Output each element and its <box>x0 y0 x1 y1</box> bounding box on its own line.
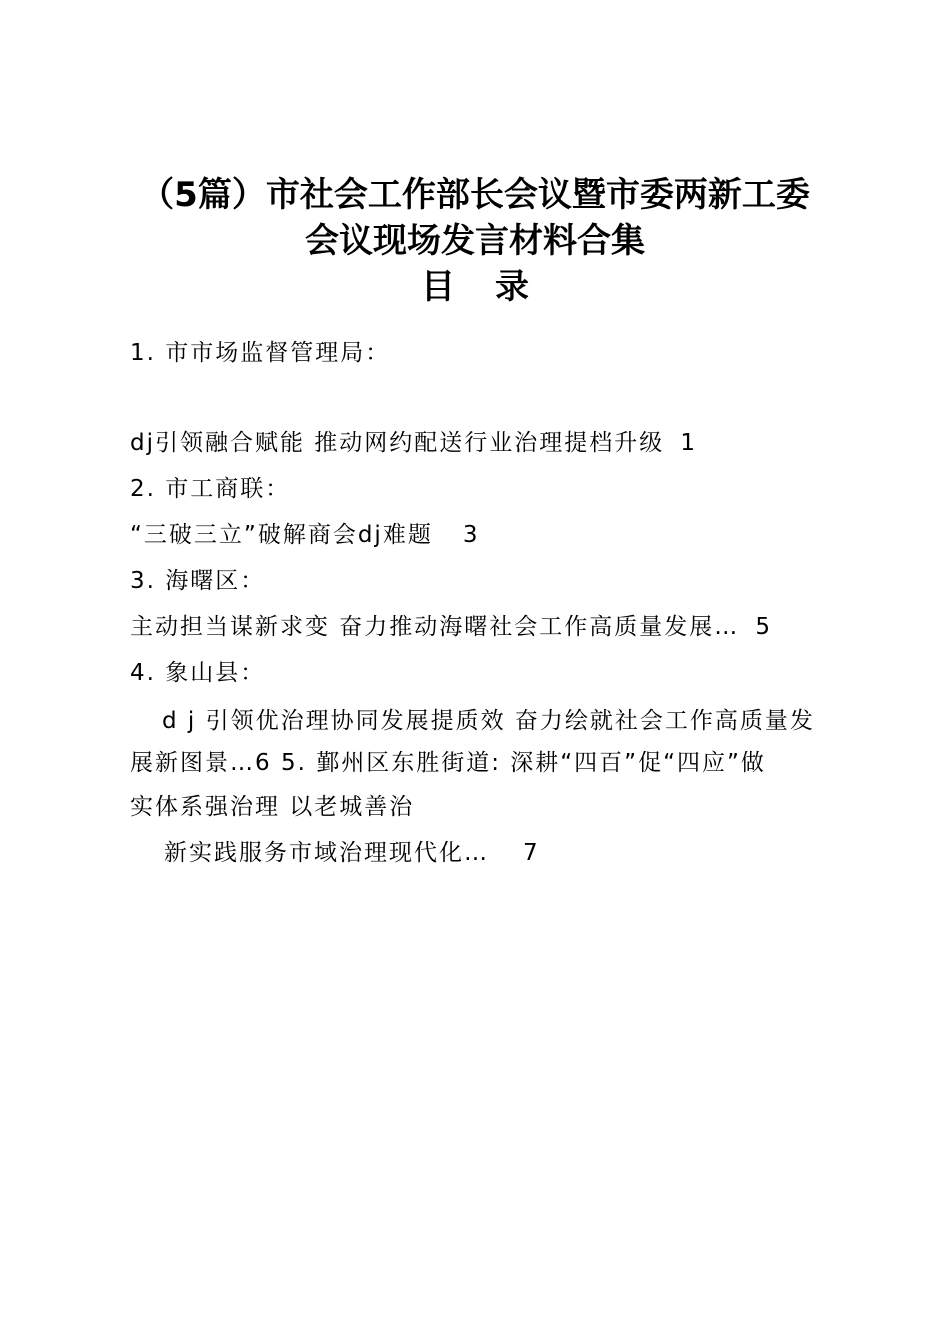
toc-entry-5-text: 新实践服务市域治理现代化… <box>164 840 489 866</box>
toc-entry-2-text: “三破三立”破解商会dj难题 <box>130 522 433 548</box>
toc-entry-1-heading: 1. 市市场监督管理局： <box>130 340 391 366</box>
toc-entry-2[interactable] <box>130 520 477 550</box>
toc-entry-3-text: 主动担当谋新求变 奋力推动海曙社会工作高质量发展… <box>130 614 740 640</box>
toc-entry-1-page: 1 <box>680 430 695 456</box>
toc-heading: 目录 <box>421 267 569 307</box>
toc-entry-5[interactable] <box>164 838 538 868</box>
toc-entry-3-heading: 3. 海曙区： <box>130 568 266 594</box>
toc-entry-4-text-line2[interactable]: 展新图景…6 5. 鄞州区东胜街道: 深耕“四百”促“四应”做 <box>130 750 766 776</box>
toc-entry-4-text-line1[interactable]: d j 引领优治理协同发展提质效 奋力绘就社会工作高质量发 <box>162 708 815 734</box>
toc-entry-3[interactable] <box>130 612 770 642</box>
toc-entry-2-page: 3 <box>462 522 478 548</box>
toc-entry-1-text: dj引领融合赋能 推动网约配送行业治理提档升级 <box>130 430 665 456</box>
toc-entry-5-page: 7 <box>523 840 538 866</box>
toc-entry-3-page: 5 <box>755 614 770 640</box>
toc-entry-4-heading: 4. 象山县： <box>130 660 266 686</box>
toc-entry-2-heading: 2. 市工商联： <box>130 476 291 502</box>
toc-entry-1[interactable] <box>130 428 695 458</box>
toc-entry-4-text-line3[interactable]: 实体系强治理 以老城善治 <box>130 794 415 820</box>
document-title-line1: （5篇）市社会工作部长会议暨市委两新工委 <box>140 175 810 215</box>
document-title-line2: 会议现场发言材料合集 <box>305 221 645 261</box>
